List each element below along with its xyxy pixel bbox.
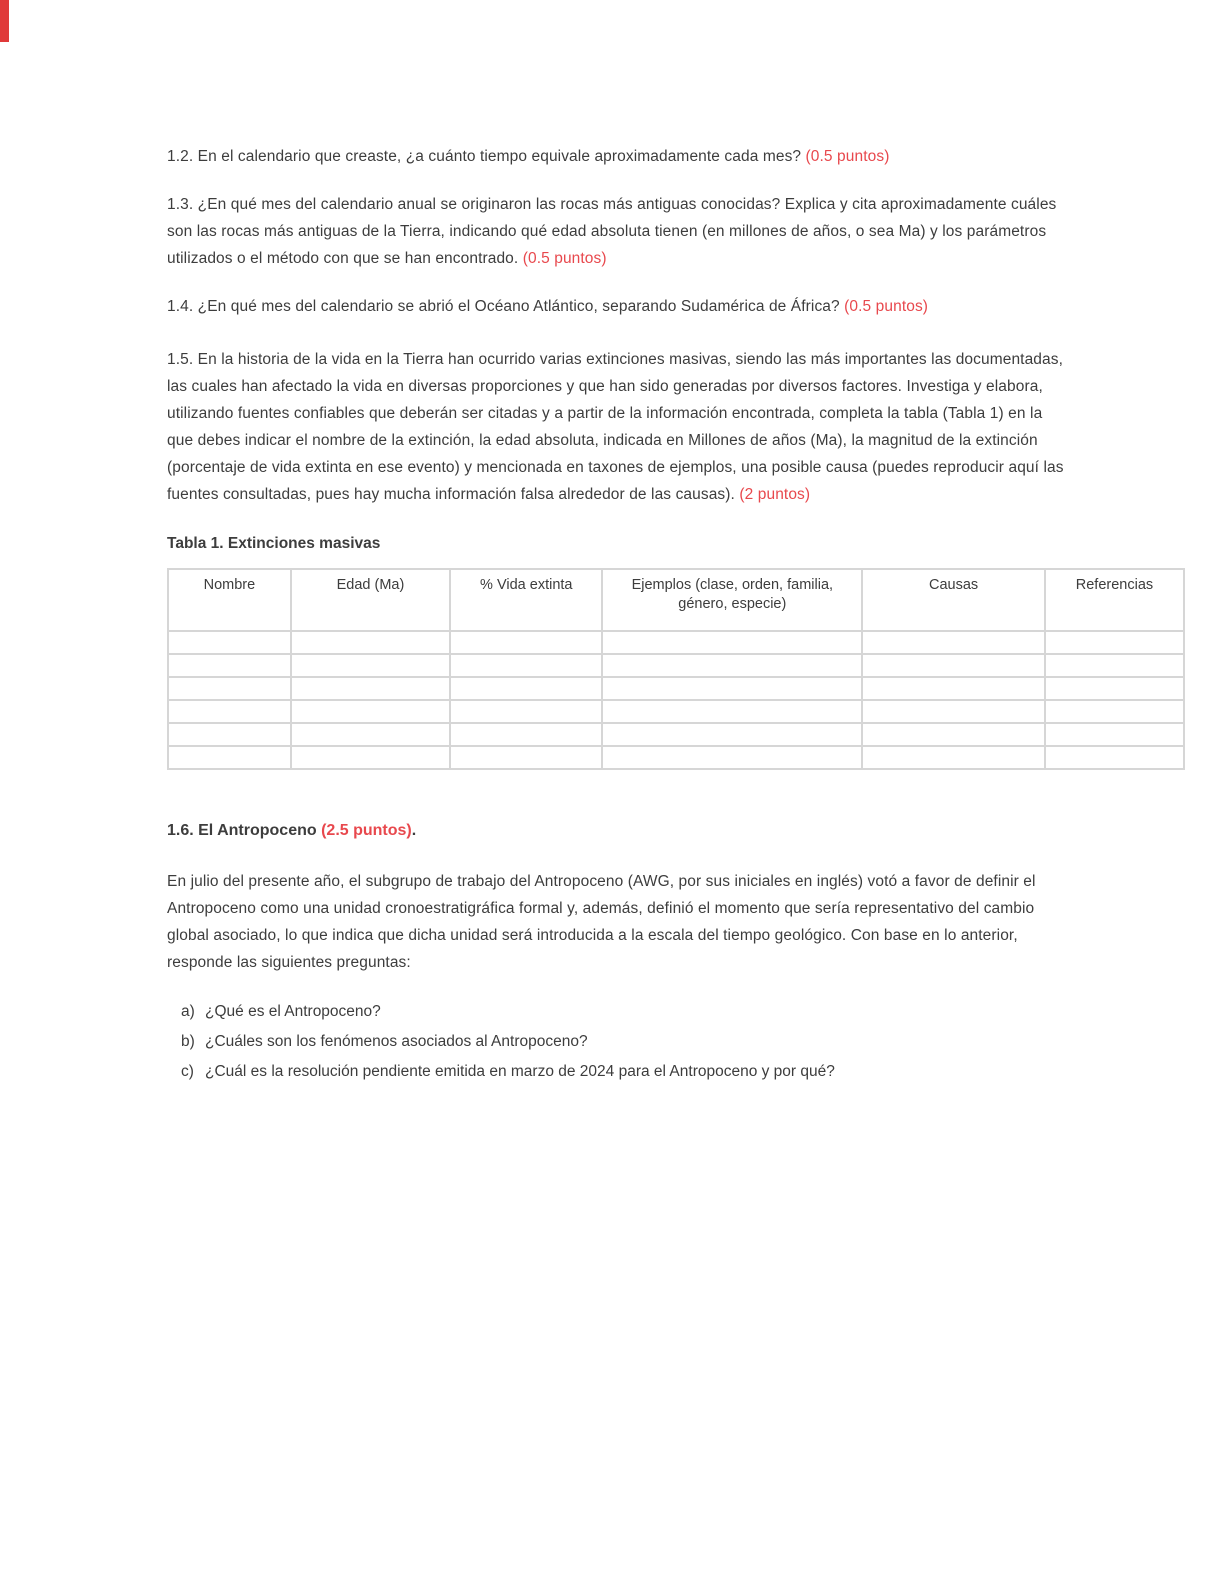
empty-cell: [1045, 723, 1184, 746]
empty-cell: [602, 746, 862, 769]
table-empty-row: [168, 654, 1184, 677]
empty-cell: [862, 631, 1045, 654]
empty-cell: [450, 700, 602, 723]
header-referencias: Referencias: [1045, 569, 1184, 631]
empty-cell: [1045, 746, 1184, 769]
empty-cell: [291, 746, 450, 769]
empty-cell: [291, 631, 450, 654]
empty-cell: [168, 723, 291, 746]
list-item-c-marker: c): [181, 1063, 194, 1080]
list-item-c: [167, 1057, 1064, 1087]
scan-artifact-red: [0, 0, 9, 42]
empty-cell: [602, 631, 862, 654]
empty-cell: [862, 700, 1045, 723]
list-item-a-text: ¿Qué es el Antropoceno?: [205, 1003, 381, 1020]
table-empty-row: [168, 723, 1184, 746]
empty-cell: [168, 631, 291, 654]
empty-cell: [168, 700, 291, 723]
empty-cell: [1045, 677, 1184, 700]
question-1-3-text: 1.3. ¿En qué mes del calendario anual se originaron las rocas más antiguas conocidas? Explica y cita aproximadamente cuáles son las rocas más antiguas de la Tierra, indicando qué edad absoluta tienen (en millones de años, o sea Ma) y los parámetros utilizados o el método con que se han encontrado.: [167, 196, 1057, 267]
table-empty-row: [168, 700, 1184, 723]
empty-cell: [862, 723, 1045, 746]
document-page: [167, 143, 1154, 1087]
section-heading-post: .: [411, 822, 417, 839]
table-caption: Tabla 1. Extinciones masivas: [167, 535, 381, 552]
empty-cell: [291, 677, 450, 700]
empty-cell: [1045, 631, 1184, 654]
list-item-c-text: ¿Cuál es la resolución pendiente emitida en marzo de 2024 para el Antropoceno y por qué?: [205, 1063, 835, 1080]
list-item-b-marker: b): [181, 1033, 195, 1050]
question-1-2: [167, 143, 1064, 170]
section-heading-text: 1.6. El Antropoceno: [167, 822, 322, 839]
header-nombre: Nombre: [168, 569, 291, 631]
list-item-a: [167, 997, 1064, 1027]
empty-cell: [602, 700, 862, 723]
question-1-5: [167, 346, 1064, 508]
empty-cell: [1045, 700, 1184, 723]
empty-cell: [862, 654, 1045, 677]
empty-cell: [291, 700, 450, 723]
section-heading-points: (2.5 puntos): [321, 822, 412, 839]
question-1-3-points: (0.5 puntos): [522, 250, 607, 267]
header-ejemplos: Ejemplos (clase, orden, familia, género, especie): [602, 569, 862, 631]
question-1-4: [167, 293, 1064, 320]
section-heading-antropoceno: [167, 820, 1064, 842]
empty-cell: [602, 654, 862, 677]
empty-cell: [168, 654, 291, 677]
table-empty-row: [168, 631, 1184, 654]
list-item-b: [167, 1027, 1064, 1057]
empty-cell: [291, 723, 450, 746]
question-1-4-points: (0.5 puntos): [844, 298, 929, 315]
empty-cell: [450, 723, 602, 746]
question-1-4-text: 1.4. ¿En qué mes del calendario se abrió el Océano Atlántico, separando Sudamérica de África?: [167, 298, 845, 315]
question-1-5-text: 1.5. En la historia de la vida en la Tierra han ocurrido varias extinciones masivas, siendo las más importantes las documentadas, las cuales han afectado la vida en diversas proporciones y que han sido generadas por diversos factores. Investiga y elabora, utilizando fuentes confiables que deberán ser citadas y a partir de la información encontrada, completa la tabla (Tabla 1) en la que debes indicar el nombre de la extinción, la edad absoluta, indicada en Millones de años (Ma), la magnitud de la extinción (porcentaje de vida extinta en ese evento) y mencionada en taxones de ejemplos, una posible causa (puedes reproducir aquí las fuentes consultadas, pues hay mucha información falsa alrededor de las causas).: [167, 351, 1064, 503]
empty-cell: [291, 654, 450, 677]
empty-cell: [168, 677, 291, 700]
question-1-3: [167, 191, 1064, 272]
anthropocene-intro: En julio del presente año, el subgrupo de trabajo del Antropoceno (AWG, por sus iniciales en inglés) votó a favor de definir el Antropoceno como una unidad cronoestratigráfica formal y, además, definió el momento que sería representativo del cambio global asociado, lo que indica que dicha unidad será introducida a la escala del tiempo geológico. Con base en lo anterior, responde las siguientes preguntas:: [167, 873, 1036, 971]
extinctions-table: [167, 568, 1185, 770]
empty-cell: [450, 746, 602, 769]
question-1-2-text: 1.2. En el calendario que creaste, ¿a cuánto tiempo equivale aproximadamente cada mes?: [167, 148, 806, 165]
question-1-2-points: (0.5 puntos): [805, 148, 890, 165]
list-item-a-marker: a): [181, 1003, 195, 1020]
empty-cell: [602, 677, 862, 700]
empty-cell: [1045, 654, 1184, 677]
empty-cell: [602, 723, 862, 746]
table-empty-row: [168, 677, 1184, 700]
empty-cell: [450, 654, 602, 677]
table-body: [168, 631, 1184, 769]
empty-cell: [168, 746, 291, 769]
empty-cell: [450, 677, 602, 700]
list-item-b-text: ¿Cuáles son los fenómenos asociados al Antropoceno?: [205, 1033, 588, 1050]
header-vida-extinta: % Vida extinta: [450, 569, 602, 631]
table-header-row: [168, 569, 1184, 631]
table-empty-row: [168, 746, 1184, 769]
question-1-5-points: (2 puntos): [739, 486, 811, 503]
empty-cell: [862, 746, 1045, 769]
header-edad: Edad (Ma): [291, 569, 450, 631]
empty-cell: [862, 677, 1045, 700]
header-causas: Causas: [862, 569, 1045, 631]
anthropocene-question-list: [167, 997, 1064, 1087]
empty-cell: [450, 631, 602, 654]
